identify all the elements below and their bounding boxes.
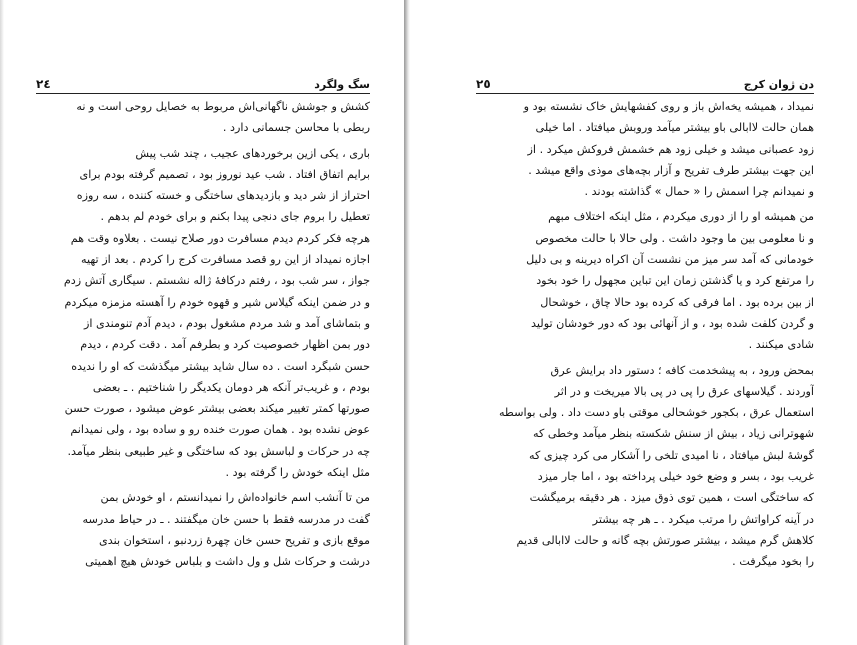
text-line: دور بمن اظهار خصوصیت کرد و بطرفم آمد . دقت کردم ، دیدم [80,338,370,352]
text-line: درشت و حرکات شل و ول داشت و بلباس خودش هیچ اهمیتی [85,555,370,569]
page-header [476,76,814,92]
paragraph [476,96,814,202]
text-line: و نا معلومی بین ما وجود داشت . ولی حالا با حالت مخصوص [535,231,814,245]
text-line: شهوترانی زیاد ، بیش از سنش شکسته بنظر میآمد وخطی که [532,427,814,441]
text-line: برایم اتفاق افتاد . شب عید نوروز بود ، تصمیم گرفته بودم برای [79,167,370,181]
text-line: استعمال عرق ، بکجور خوشحالی موقتی باو دست داد . ولی بواسطه [498,406,814,420]
page-number: ٢٤ [36,77,51,91]
paragraph [476,360,814,573]
page-edge-shadow [0,0,4,645]
text-line: اجازه نمیداد از این رو قصد مسافرت کرج را کردم . بعد از تهیه [81,253,370,267]
text-line: غریب بود ، بسر و وضع خود خیلی پرداخته بود ، اما جار میزد [537,470,814,484]
paragraph [476,206,814,355]
text-line: آوردند . گیلاسهای عرق را پی در پی بالا میریخت و در اثر [554,384,814,398]
text-line: این جهت بیشتر طرف تفریح و آزار بچه‌های موذی واقع میشد . [528,163,814,177]
text-line: هرچه فکر کردم دیدم مسافرت دور صلاح نیست . بعلاوه وقت هم [70,231,370,245]
text-line: گفت در مدرسه فقط با حسن خان میگفتند . ـ در حیاط مدرسه [82,512,370,526]
text-line: من تا آنشب اسم خانواده‌اش را نمیدانستم ، او خودش بمن [100,491,370,505]
header-rule [36,93,370,94]
text-line: شادی میکنند . [748,338,814,352]
text-line: احتراز از شر دید و بازدیدهای ساختگی و خسته کننده ، سه روزه [76,189,370,203]
paragraph [36,487,370,572]
text-line: حسن شبگرد است . ده سال شاید بیشتر میگذشت که او را ندیده [71,359,370,373]
text-line: چه در حرکات و لباسش بود که ساختگی و غیر طبیعی بنظر میآمد. [67,444,370,458]
page-number: ٢٥ [476,77,491,91]
text-line: را بخود میگرفت . [732,555,814,569]
text-line: و بتماشای آمد و شد مردم مشغول بودم ، دیدم آدم تنومندی از [83,316,370,330]
text-line: باری ، یکی ازین برخوردهای عجیب ، چند شب پیش [135,146,370,160]
running-title: دن ژوان کرج [743,77,814,91]
text-line: زود عصبانی میشد و خیلی زود هم خشمش فروکش میکرد . از [527,142,814,156]
text-line: ربطی با محاسن جسمانی دارد . [222,121,370,135]
text-line: جواز ، سر شب بود ، رفتم درکافهٔ ژاله نشستم . سیگاری آتش زدم [63,274,370,288]
text-line: صورتها کمتر تغییر میکند بعضی بیشتر عوض میشود ، صورت حسن [64,402,370,416]
left-page [0,0,404,645]
text-line: نمیداد ، همیشه یخه‌اش باز و روی کفشهایش خاک نشسته بود و [523,100,814,113]
text-line: که ساختگی است ، همین توی ذوق میزد . هر دقیقه برمیگشت [529,491,814,505]
text-line: از بین برده بود . اما فرقی که کرده بود حالا چاق ، خوشحال [540,295,814,309]
text-line: را مرتفع کرد و یا گذشتن زمان این تباین مجهول را خود بخود [536,274,814,288]
text-line: و در ضمن اینکه گیلاس شیر و قهوه خودم را آهسته مزمزه میکردم [64,295,370,309]
text-line: گوشهٔ لبش میافتاد ، نا امیدی تلخی را آشکار می کرد چیزی که [528,448,814,462]
paragraph [36,96,370,139]
text-line: خودمانی که آمد سر میز من نشست آن اکراه دیرینه و بی دلیل [526,253,814,267]
page-header [36,76,370,92]
paragraph [36,143,370,484]
header-rule [476,93,814,94]
text-line: کشش و جوشش ناگهانی‌اش مربوط به خصایل روحی است و نه [76,100,370,113]
text-line: و نمیدانم چرا اسمش را « حمال » گذاشته بودند . [584,185,814,199]
page-body [476,96,814,573]
text-line: عوض نشده بود . همان صورت خنده رو و ساده بود ، ولی نمیدانم [70,423,370,437]
text-line: بمحض ورود ، به پیشخدمت کافه ؛ دستور داد برایش عرق [550,363,814,377]
text-line: همان حالت لاابالی باو بیشتر میآمد وروبش میافتاد . اما خیلی [535,121,814,135]
page-body [36,96,370,573]
text-line: من همیشه او را از دوری میکردم ، مثل اینکه اختلاف مبهم [548,210,814,224]
text-line: و گردن کلفت شده بود ، و از آنهائی بود که دور خودشان تولید [531,316,814,330]
text-line: در آینه کراواتش را مرتب میکرد . ـ هر چه بیشتر [592,512,814,526]
text-line: تعطیل را بروم جای دنجی پیدا بکنم و برای خودم لم بدهم . [100,210,370,224]
running-title: سگ ولگرد [314,77,370,91]
text-line: موقع بازی و تفریح حسن خان چهرهٔ زردنبو ، استخوان بندی [98,533,370,547]
text-line: بودم ، و غریب‌تر آنکه هر دومان یکدیگر را شناختیم . ـ بعضی [92,380,370,394]
text-line: مثل اینکه خودش را گرفته بود . [225,466,370,480]
right-page [410,0,857,645]
text-line: کلاهش گرم میشد ، بیشتر صورتش بچه گانه و حالت لاابالی قدیم [516,533,814,547]
